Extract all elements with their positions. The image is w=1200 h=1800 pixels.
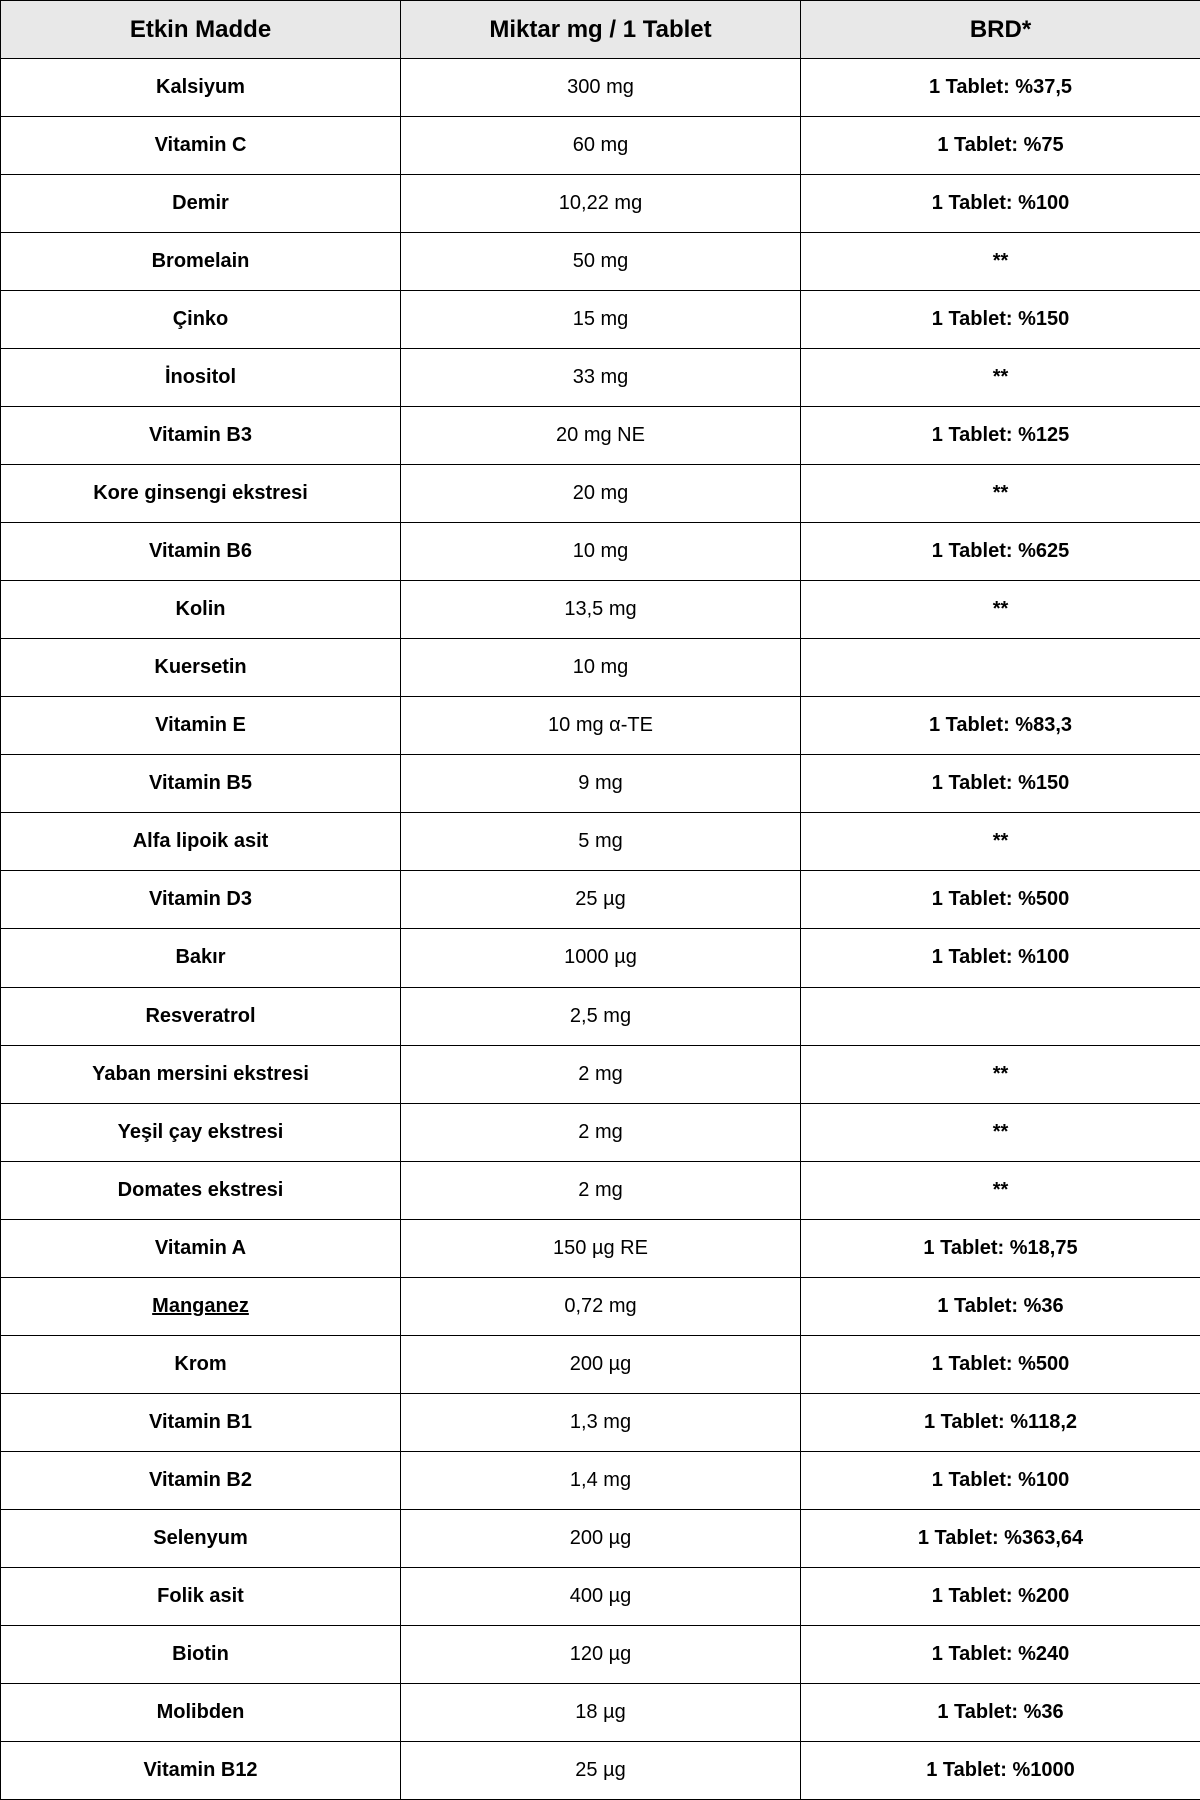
table-row	[1, 117, 1200, 175]
amount-cell: 20 mg	[401, 465, 801, 523]
ingredient-name-cell	[1, 465, 401, 523]
ingredient-name: Vitamin B5	[149, 772, 252, 795]
ingredient-name-cell	[1, 523, 401, 581]
table-row	[1, 639, 1200, 697]
ingredient-name-cell	[1, 929, 401, 987]
ingredient-name: Manganez	[152, 1294, 249, 1317]
ingredient-name: Vitamin B12	[143, 1758, 258, 1781]
ingredient-name-cell	[1, 1393, 401, 1451]
ingredient-name-cell	[1, 1335, 401, 1393]
table-row	[1, 291, 1200, 349]
brd-cell: 1 Tablet: %625	[801, 523, 1200, 581]
ingredient-name-cell	[1, 1625, 401, 1683]
brd-cell: **	[801, 1161, 1200, 1219]
brd-cell: 1 Tablet: %240	[801, 1625, 1200, 1683]
amount-cell: 60 mg	[401, 117, 801, 175]
amount-cell: 1,4 mg	[401, 1451, 801, 1509]
ingredient-name: Yeşil çay ekstresi	[117, 1120, 284, 1143]
ingredient-name: Demir	[172, 192, 229, 215]
ingredient-name: Çinko	[172, 308, 229, 331]
ingredient-name: Bromelain	[151, 250, 250, 273]
brd-cell: 1 Tablet: %500	[801, 1335, 1200, 1393]
brd-cell: 1 Tablet: %100	[801, 929, 1200, 987]
table-row	[1, 1451, 1200, 1509]
ingredient-name-cell	[1, 697, 401, 755]
amount-cell: 0,72 mg	[401, 1277, 801, 1335]
amount-cell: 10 mg	[401, 639, 801, 697]
ingredient-name-cell	[1, 1567, 401, 1625]
brd-cell: 1 Tablet: %36	[801, 1277, 1200, 1335]
table-row	[1, 1335, 1200, 1393]
ingredient-name-cell	[1, 1219, 401, 1277]
ingredient-name: Yaban mersini ekstresi	[92, 1062, 309, 1085]
amount-cell: 300 mg	[401, 59, 801, 117]
brd-cell: 1 Tablet: %200	[801, 1567, 1200, 1625]
brd-cell: 1 Tablet: %150	[801, 755, 1200, 813]
table-row	[1, 59, 1200, 117]
amount-cell: 25 µg	[401, 1741, 801, 1799]
table-row	[1, 407, 1200, 465]
amount-cell: 2 mg	[401, 1045, 801, 1103]
amount-cell: 20 mg NE	[401, 407, 801, 465]
table-row	[1, 1277, 1200, 1335]
ingredient-name: Vitamin B6	[149, 540, 252, 563]
ingredient-name: Molibden	[156, 1700, 245, 1723]
amount-cell: 10,22 mg	[401, 175, 801, 233]
ingredient-name-cell	[1, 987, 401, 1045]
brd-cell: 1 Tablet: %125	[801, 407, 1200, 465]
table-row	[1, 1103, 1200, 1161]
table-row	[1, 1625, 1200, 1683]
ingredient-name: Kalsiyum	[156, 76, 245, 99]
brd-cell: 1 Tablet: %500	[801, 871, 1200, 929]
ingredient-name: Biotin	[172, 1642, 229, 1665]
table-row	[1, 523, 1200, 581]
amount-cell: 1,3 mg	[401, 1393, 801, 1451]
table-row	[1, 1741, 1200, 1799]
ingredient-name: Selenyum	[153, 1526, 248, 1549]
brd-cell: 1 Tablet: %363,64	[801, 1509, 1200, 1567]
table-row	[1, 233, 1200, 291]
brd-cell: **	[801, 1045, 1200, 1103]
ingredient-name: Domates ekstresi	[117, 1178, 284, 1201]
ingredient-name-cell	[1, 639, 401, 697]
brd-cell: 1 Tablet: %36	[801, 1683, 1200, 1741]
table-header-row	[1, 1, 1200, 59]
ingredient-name-cell	[1, 59, 401, 117]
ingredient-name: Kolin	[175, 598, 226, 621]
ingredient-name: Vitamin D3	[149, 888, 252, 911]
table-row	[1, 175, 1200, 233]
amount-cell: 150 µg RE	[401, 1219, 801, 1277]
ingredient-name-cell	[1, 1045, 401, 1103]
table-row	[1, 465, 1200, 523]
ingredient-name-cell	[1, 755, 401, 813]
table-row	[1, 871, 1200, 929]
ingredient-name: Vitamin A	[154, 1236, 247, 1259]
ingredient-name-cell	[1, 1509, 401, 1567]
ingredient-name-cell	[1, 1741, 401, 1799]
brd-cell	[801, 639, 1200, 697]
table-row	[1, 1219, 1200, 1277]
brd-cell: **	[801, 1103, 1200, 1161]
table-row	[1, 581, 1200, 639]
brd-cell: 1 Tablet: %1000	[801, 1741, 1200, 1799]
amount-cell: 2 mg	[401, 1103, 801, 1161]
column-header-brd: BRD*	[801, 1, 1200, 59]
ingredient-name-cell	[1, 117, 401, 175]
ingredient-name-cell	[1, 871, 401, 929]
table-row	[1, 1045, 1200, 1103]
brd-cell: 1 Tablet: %83,3	[801, 697, 1200, 755]
ingredient-name: Vitamin C	[154, 134, 247, 157]
ingredient-name: Bakır	[175, 946, 226, 969]
ingredient-name: Kuersetin	[154, 656, 247, 679]
amount-cell: 15 mg	[401, 291, 801, 349]
ingredient-name: Vitamin B2	[149, 1468, 252, 1491]
brd-cell	[801, 987, 1200, 1045]
ingredient-name: Kore ginsengi ekstresi	[93, 482, 308, 505]
brd-cell: 1 Tablet: %37,5	[801, 59, 1200, 117]
ingredient-name-cell	[1, 1103, 401, 1161]
column-header-amount: Miktar mg / 1 Tablet	[401, 1, 801, 59]
amount-cell: 18 µg	[401, 1683, 801, 1741]
amount-cell: 200 µg	[401, 1509, 801, 1567]
amount-cell: 200 µg	[401, 1335, 801, 1393]
ingredient-name-cell	[1, 813, 401, 871]
amount-cell: 10 mg α-TE	[401, 697, 801, 755]
table-row	[1, 987, 1200, 1045]
amount-cell: 33 mg	[401, 349, 801, 407]
ingredient-name-cell	[1, 291, 401, 349]
column-header-active-ingredient: Etkin Madde	[1, 1, 401, 59]
table-row	[1, 1509, 1200, 1567]
ingredient-name: Krom	[174, 1352, 227, 1375]
amount-cell: 2 mg	[401, 1161, 801, 1219]
brd-cell: 1 Tablet: %100	[801, 1451, 1200, 1509]
table-body	[1, 59, 1200, 1800]
table-row	[1, 697, 1200, 755]
amount-cell: 13,5 mg	[401, 581, 801, 639]
ingredient-name-cell	[1, 175, 401, 233]
amount-cell: 50 mg	[401, 233, 801, 291]
table-row	[1, 1683, 1200, 1741]
ingredient-name: Vitamin E	[155, 714, 246, 737]
amount-cell: 400 µg	[401, 1567, 801, 1625]
brd-cell: 1 Tablet: %118,2	[801, 1393, 1200, 1451]
table-row	[1, 349, 1200, 407]
brd-cell: **	[801, 581, 1200, 639]
brd-cell: **	[801, 233, 1200, 291]
table-row	[1, 1393, 1200, 1451]
ingredient-name-cell	[1, 233, 401, 291]
ingredient-name-cell	[1, 581, 401, 639]
brd-cell: **	[801, 349, 1200, 407]
amount-cell: 5 mg	[401, 813, 801, 871]
amount-cell: 120 µg	[401, 1625, 801, 1683]
brd-cell: 1 Tablet: %150	[801, 291, 1200, 349]
ingredient-name-cell	[1, 1451, 401, 1509]
ingredient-name-cell	[1, 1683, 401, 1741]
table-row	[1, 755, 1200, 813]
amount-cell: 10 mg	[401, 523, 801, 581]
ingredient-name: Vitamin B1	[149, 1410, 252, 1433]
brd-cell: 1 Tablet: %75	[801, 117, 1200, 175]
ingredient-name: Resveratrol	[145, 1004, 256, 1027]
amount-cell: 9 mg	[401, 755, 801, 813]
ingredient-name-cell	[1, 349, 401, 407]
brd-cell: 1 Tablet: %100	[801, 175, 1200, 233]
ingredient-name-cell	[1, 1277, 401, 1335]
table-row	[1, 929, 1200, 987]
ingredient-name: Alfa lipoik asit	[132, 830, 269, 853]
amount-cell: 2,5 mg	[401, 987, 801, 1045]
table-row	[1, 1161, 1200, 1219]
brd-cell: 1 Tablet: %18,75	[801, 1219, 1200, 1277]
brd-cell: **	[801, 465, 1200, 523]
ingredient-name-cell	[1, 1161, 401, 1219]
table-row	[1, 1567, 1200, 1625]
amount-cell: 25 µg	[401, 871, 801, 929]
ingredient-name-cell	[1, 407, 401, 465]
ingredient-name: İnositol	[164, 366, 237, 389]
table-row	[1, 813, 1200, 871]
amount-cell: 1000 µg	[401, 929, 801, 987]
brd-cell: **	[801, 813, 1200, 871]
ingredient-name: Folik asit	[157, 1584, 244, 1607]
ingredient-name: Vitamin B3	[149, 424, 252, 447]
